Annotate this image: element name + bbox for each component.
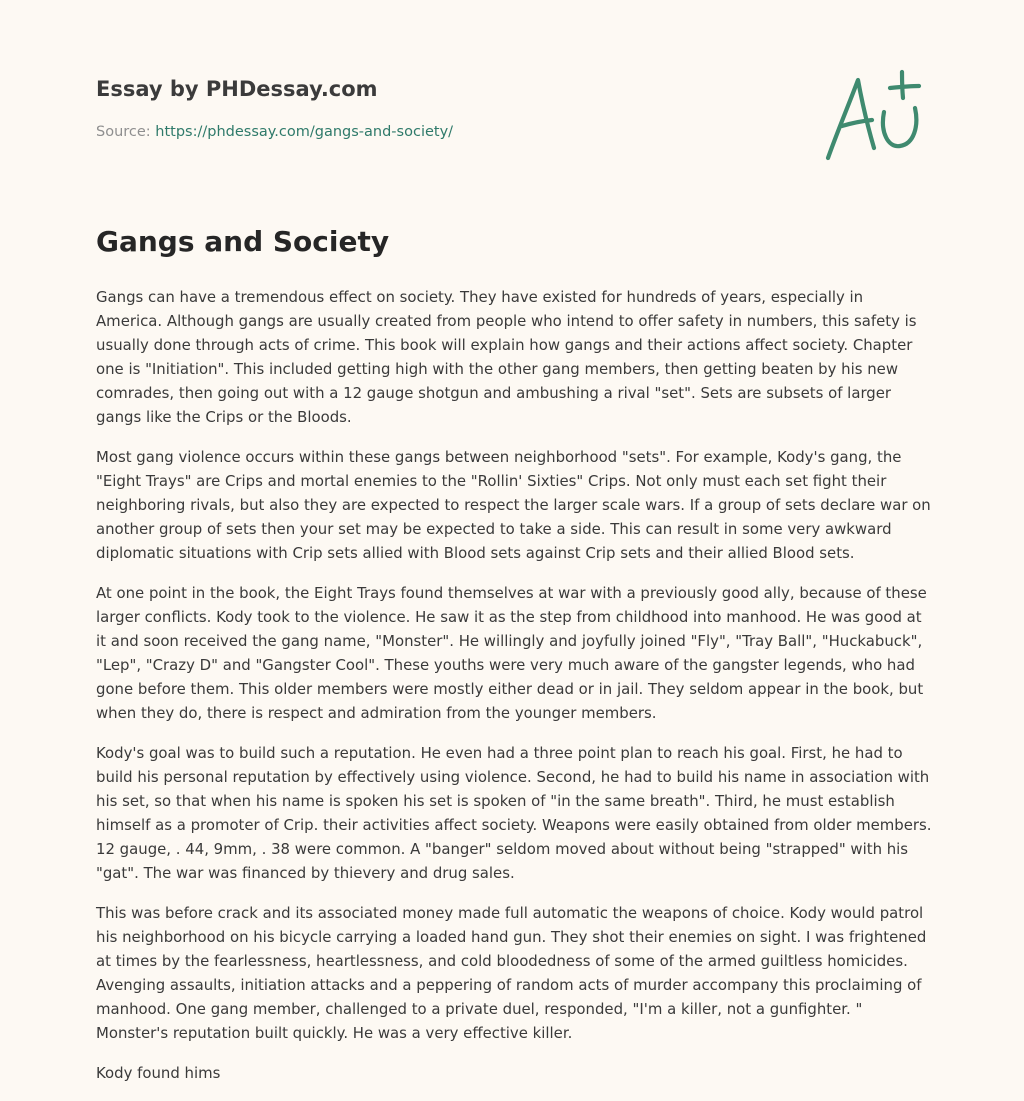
essay-paragraph: Kody's goal was to build such a reputation. He even had a three point plan to reach his goal. First, he had to build his personal reputation by effectively using violence. Second, he had to build his name in association with his set, so that when his name is spoken his set is spoken of "in the same breath". Third, he must establish himself as a promoter of Crip. their activities affect society. Weapons were easily obtained from older members. 12 gauge, . 44, 9mm, . 38 were common. A "banger" seldom moved about without being "strapped" with his "gat". The war was financed by thievery and drug sales. [96, 744, 932, 882]
source-link[interactable]: https://phdessay.com/gangs-and-society/ [155, 124, 454, 140]
source-line [96, 124, 453, 140]
essay-paragraph: Kody found hims [96, 1064, 221, 1082]
a-plus-logo-icon [822, 68, 928, 164]
essay-paragraph: Most gang violence occurs within these gangs between neighborhood "sets". For example, Kody's gang, the "Eight Trays" are Crips and mortal enemies to the "Rollin' Sixties" Crips. Not only must each set fight their neighboring rivals, but also they are expected to respect the larger scale wars. If a group of sets declare war on another group of sets then your set may be expected to take a side. This can result in some very awkward diplomatic situations with Crip sets allied with Blood sets against Crip sets and their allied Blood sets. [96, 448, 931, 562]
essay-paragraph: Gangs can have a tremendous effect on society. They have existed for hundreds of years, especially in America. Although gangs are usually created from people who intend to offer safety in numbers, this safety is usually done through acts of crime. This book will explain how gangs and their actions affect society. Chapter one is "Initiation". This included getting high with the other gang members, then getting beaten by his new comrades, then going out with a 12 gauge shotgun and ambushing a rival "set". Sets are subsets of larger gangs like the Crips or the Bloods. [96, 288, 917, 426]
essay-title: Gangs and Society [96, 225, 390, 258]
essay-paragraph: At one point in the book, the Eight Trays found themselves at war with a previously good ally, because of these larger conflicts. Kody took to the violence. He saw it as the step from childhood into manhood. He was good at it and soon received the gang name, "Monster". He willingly and joyfully joined "Fly", "Tray Ball", "Huckabuck", "Lep", "Crazy D" and "Gangster Cool". These youths were very much aware of the gangster legends, who had gone before them. This older members were mostly either dead or in jail. They seldom appear in the book, but when they do, there is respect and admiration from the younger members. [96, 584, 927, 722]
essay-body [96, 285, 932, 1101]
site-brand: Essay by PHDessay.com [96, 77, 378, 101]
source-label: Source: [96, 124, 156, 140]
essay-paragraph: This was before crack and its associated money made full automatic the weapons of choice. Kody would patrol his neighborhood on his bicycle carrying a loaded hand gun. They shot their enemies on sight. I was frightened at times by the fearlessness, heartlessness, and cold bloodedness of some of the armed guiltless homicides. Avenging assaults, initiation attacks and a peppering of random acts of murder accompany this proclaiming of manhood. One gang member, challenged to a private duel, responded, "I'm a killer, not a gunfighter. " Monster's reputation built quickly. He was a very effective killer. [96, 904, 927, 1042]
